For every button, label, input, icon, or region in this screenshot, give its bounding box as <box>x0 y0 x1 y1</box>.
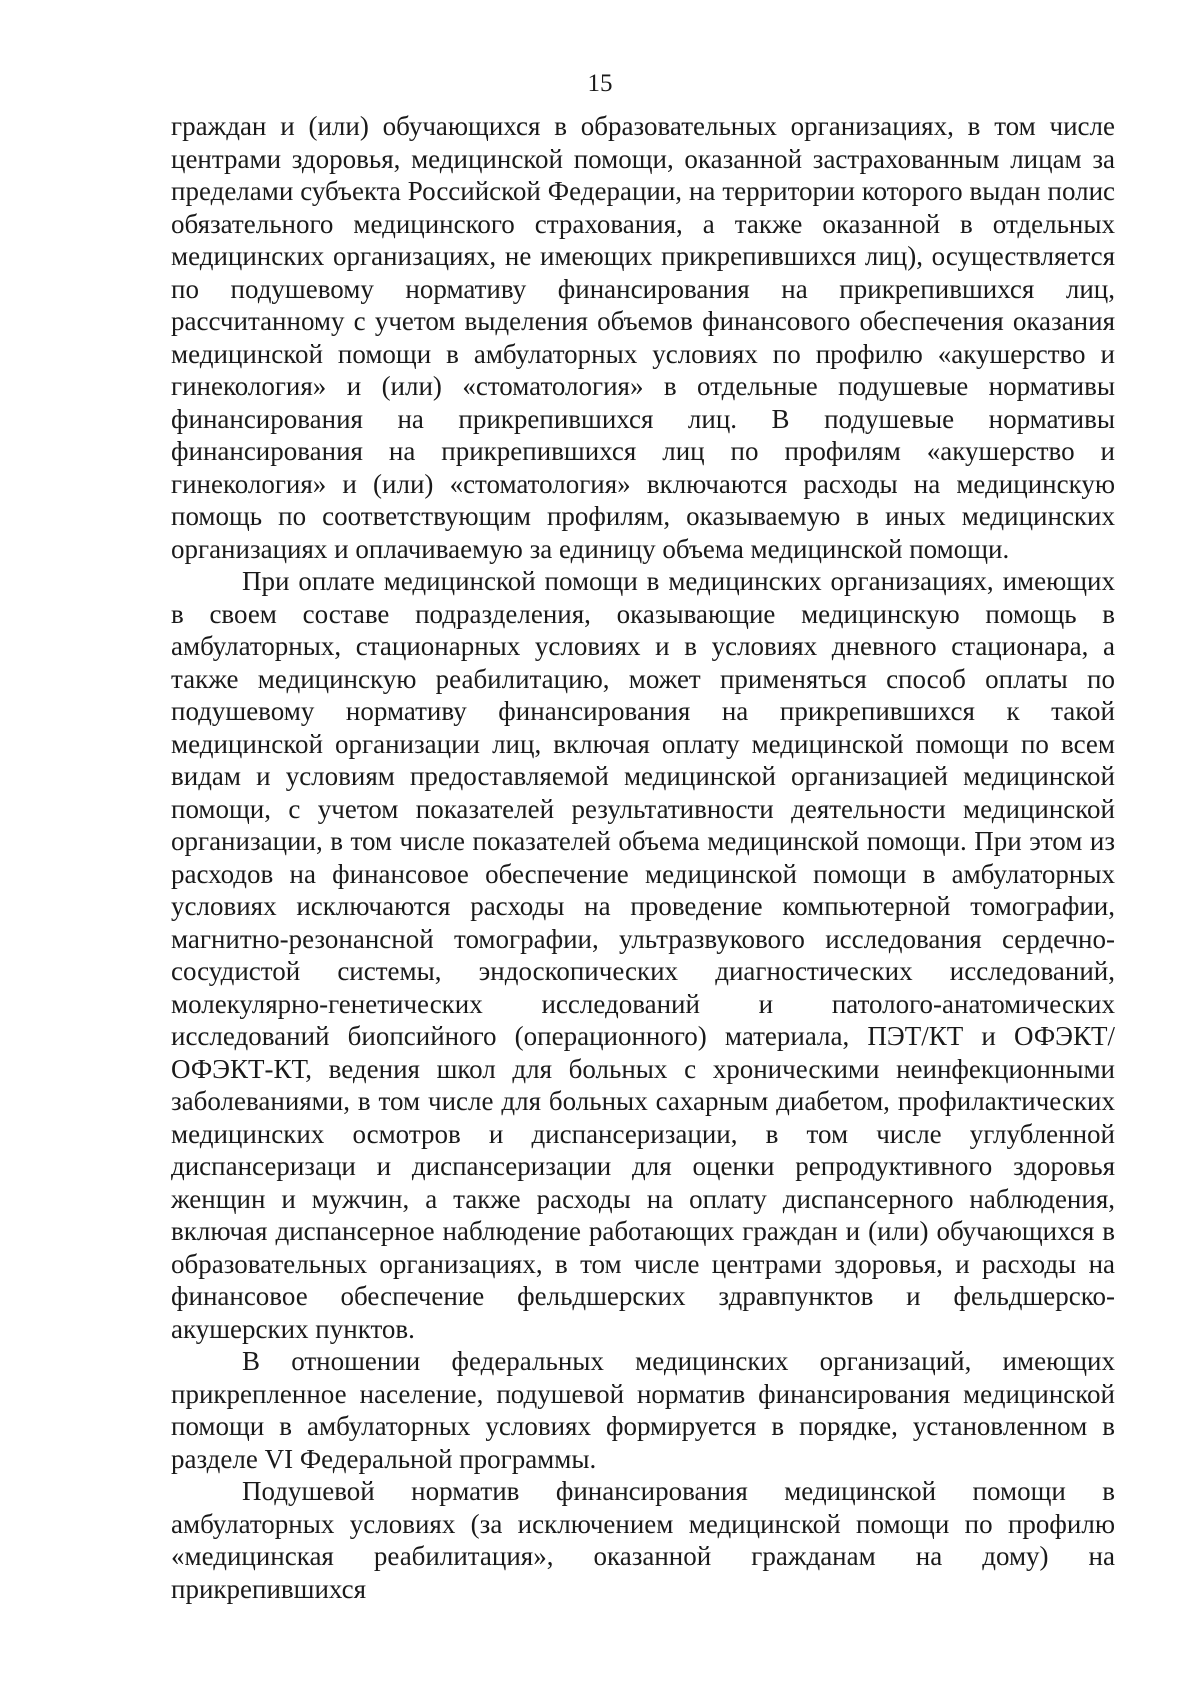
paragraph-federal-organizations: В отношении федеральных медицинских организаций, имеющих прикрепленное население, подушевой норматив финансирования медицинской помощи в амбулаторных условиях формируется в порядке, установленном в разделе VI Федеральной программы. <box>171 1346 1115 1474</box>
paragraph-per-capita-standard: Подушевой норматив финансирования медицинской помощи в амбулаторных условиях (за исключением медицинской помощи по профилю «медицинская реабилитация», оказанной гражданам на дому) на прикрепившихся <box>171 1476 1115 1604</box>
page-number: 15 <box>587 70 613 97</box>
paragraph-continuation: граждан и (или) обучающихся в образовательных организациях, в том числе центрами здоровья, медицинской помощи, оказанной застрахованным лицам за пределами субъекта Российской Федерации, на территории которого выдан полис обязательного медицинского страхования, а также оказанной в отдельных медицинских организациях, не имеющих прикрепившихся лиц), осуществляется по подушевому нормативу финансирования на прикрепившихся лиц, рассчитанному с учетом выделения объемов финансового обеспечения оказания медицинской помощи в амбулаторных условиях по профилю «акушерство и гинекология» и (или) «стоматология» в отдельные подушевые нормативы финансирования на прикрепившихся лиц. В подушевые нормативы финансирования на прикрепившихся лиц по профилям «акушерство и гинекология» и (или) «стоматология» включаются расходы на медицинскую помощь по соответствующим профилям, оказываемую в иных медицинских организациях и оплачиваемую за единицу объема медицинской помощи. <box>171 111 1115 564</box>
document-body <box>171 110 1115 1605</box>
paragraph-payment-method: При оплате медицинской помощи в медицинских организациях, имеющих в своем составе подразделения, оказывающие медицинскую помощь в амбулаторных, стационарных условиях и в условиях дневного стационара, а также медицинскую реабилитацию, может применяться способ оплаты по подушевому нормативу финансирования на прикрепившихся к такой медицинской организации лиц, включая оплату медицинской помощи по всем видам и условиям предоставляемой медицинской организацией медицинской помощи, с учетом показателей результативности деятельности медицинской организации, в том числе показателей объема медицинской помощи. При этом из расходов на финансовое обеспечение медицинской помощи в амбулаторных условиях исключаются расходы на проведение компьютерной томографии, магнитно-резонансной томографии, ультразвукового исследования сердечно-сосудистой системы, эндоскопических диагностических исследований, молекулярно-генетических исследований и патолого-анатомических исследований биопсийного (операционного) материала, ПЭТ/КТ и ОФЭКТ/ОФЭКТ-КТ, ведения школ для больных с хроническими неинфекционными заболеваниями, в том числе для больных сахарным диабетом, профилактических медицинских осмотров и диспансеризации, в том числе углубленной диспансеризаци и диспансеризации для оценки репродуктивного здоровья женщин и мужчин, а также расходы на оплату диспансерного наблюдения, включая диспансерное наблюдение работающих граждан и (или) обучающихся в образовательных организациях, в том числе центрами здоровья, и расходы на финансовое обеспечение фельдшерских здравпунктов и фельдшерско-акушерских пунктов. <box>171 566 1115 1344</box>
